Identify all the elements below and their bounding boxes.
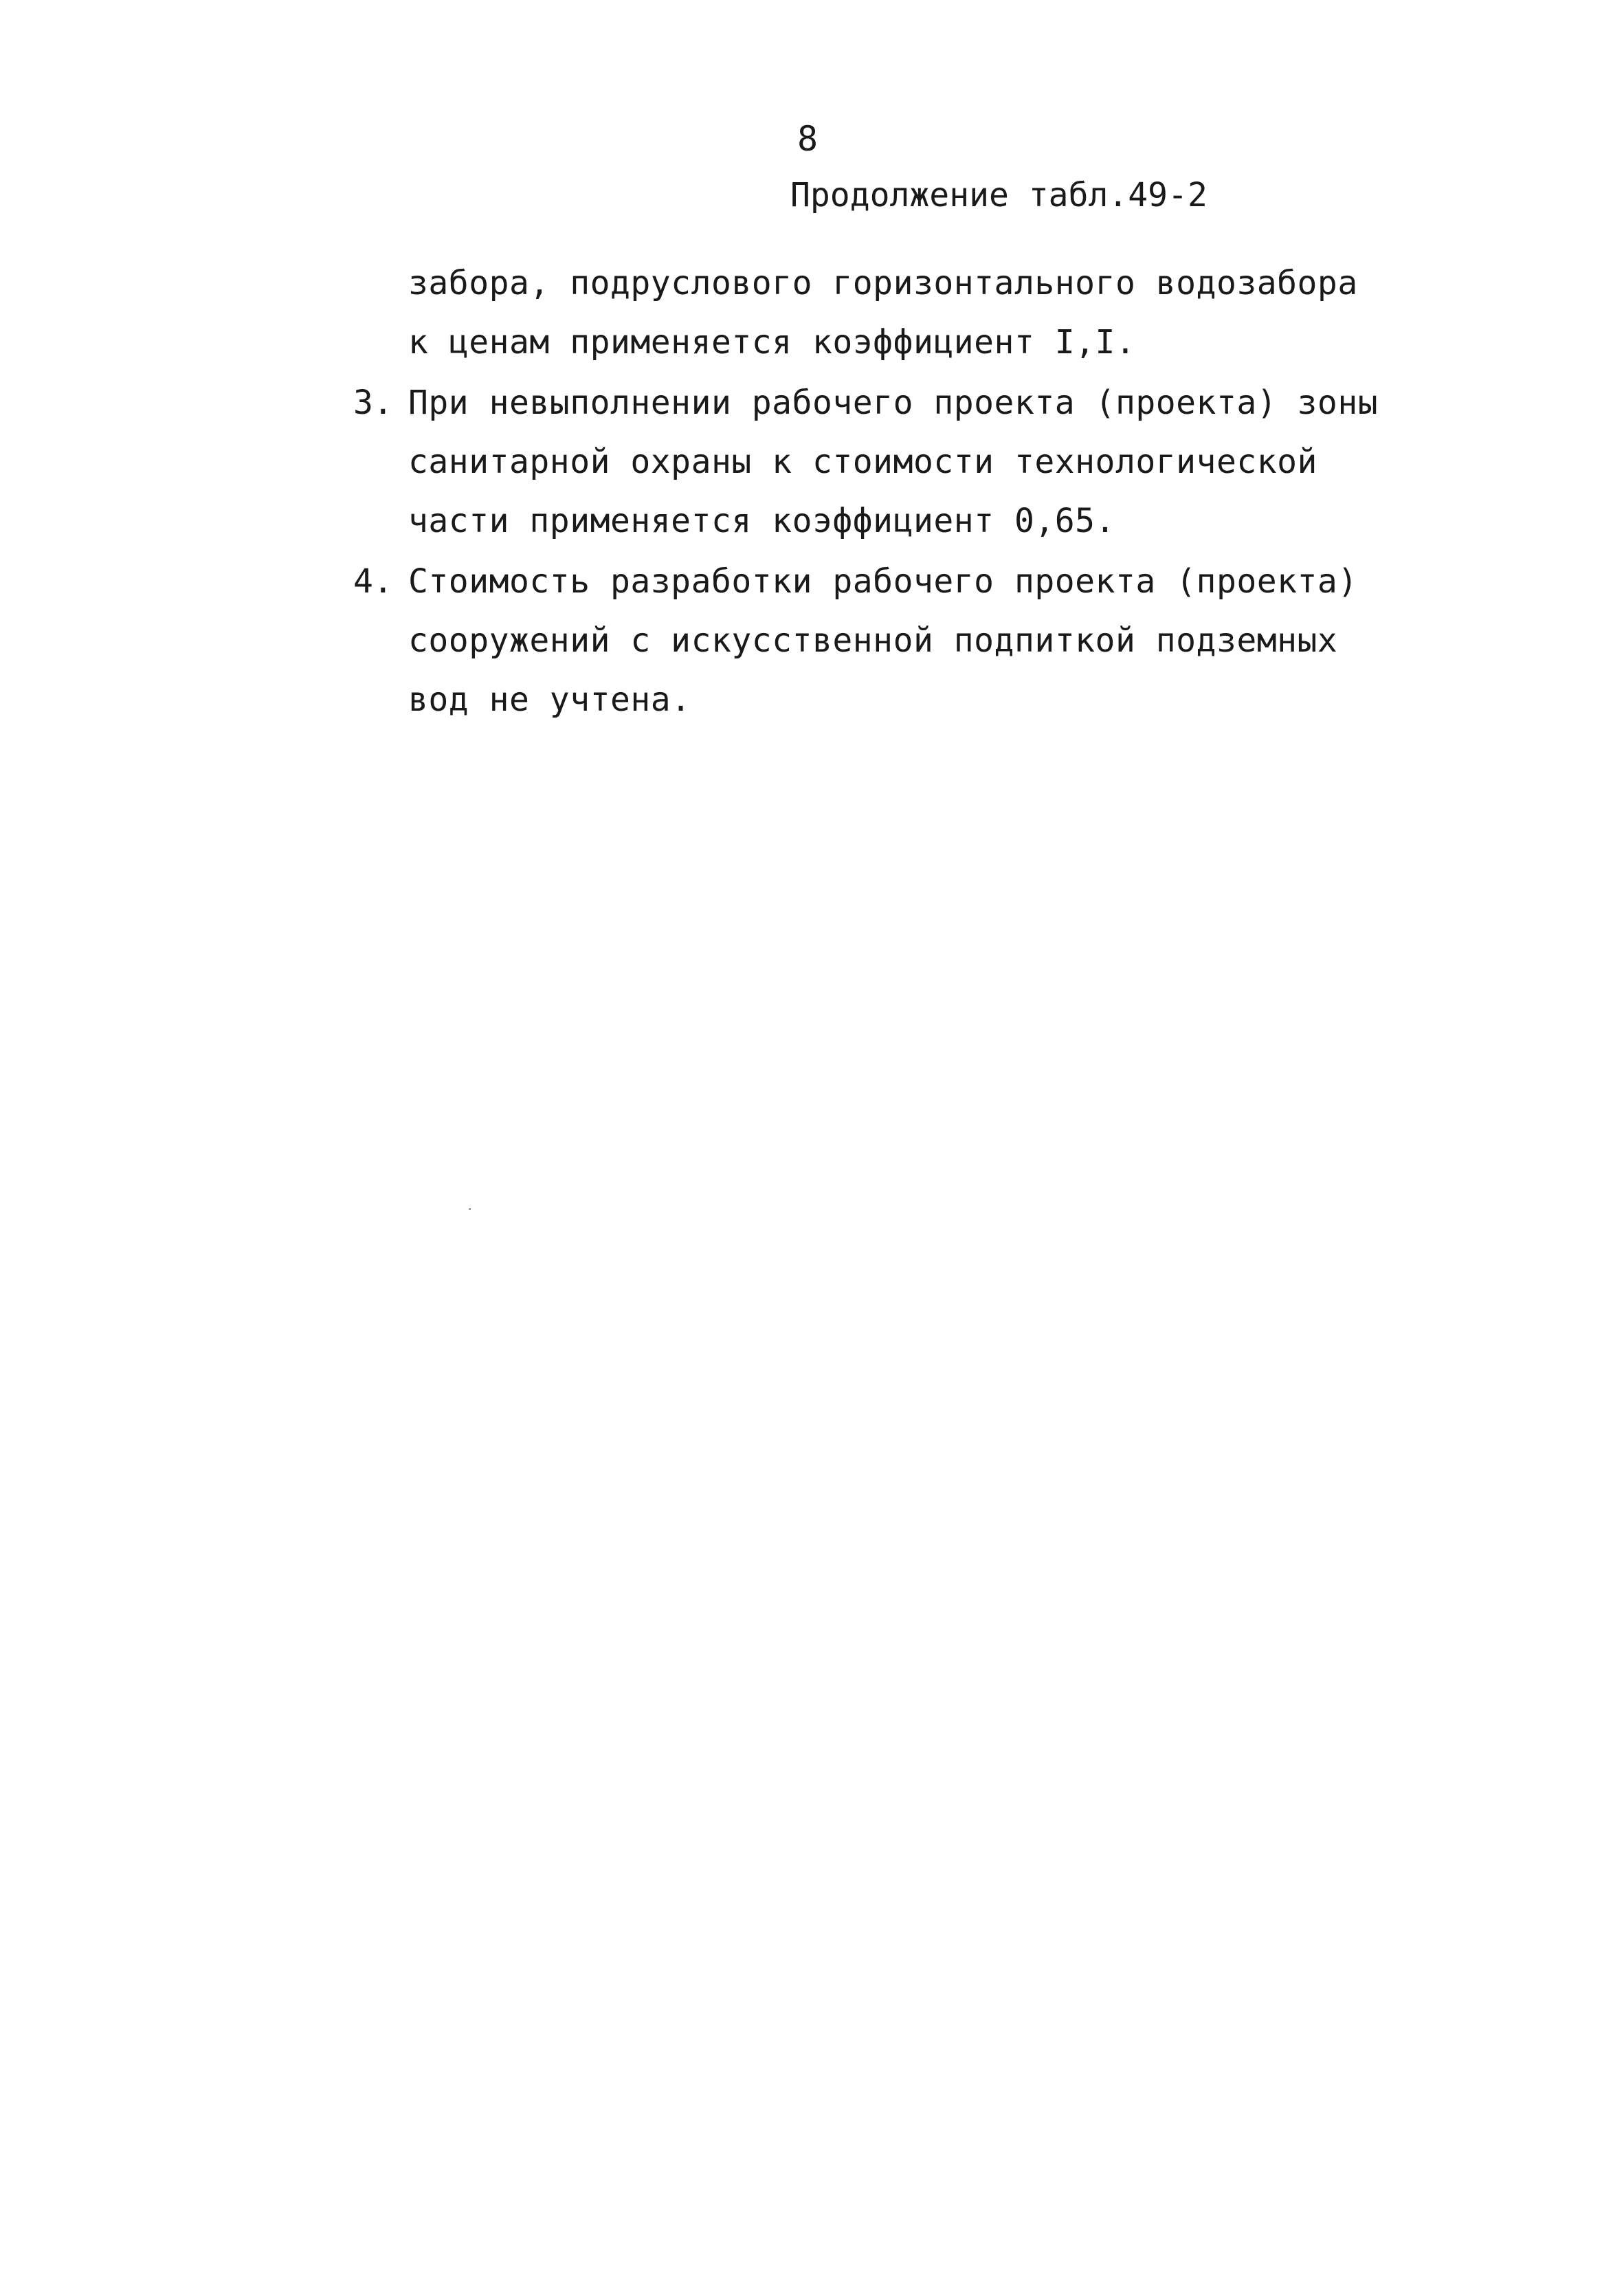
note-line: части применяется коэффициент 0,65. [408,502,1115,540]
table-continuation-heading: Продолжение табл.49-2 [790,176,1208,214]
scan-speck [469,1208,471,1210]
note-line: вод не учтена. [408,680,691,719]
note-line: санитарной охраны к стоимости технологической [408,443,1317,481]
note-continued-line: забора, подруслового горизонтального водозабора [408,264,1358,302]
page-number: 8 [797,119,819,159]
note-line: При невыполнении рабочего проекта (проекта) зоны [408,384,1379,422]
note-line: сооружений с искусственной подпиткой подземных [408,621,1338,660]
note-number: 4. [353,562,393,601]
note-line: Стоимость разработки рабочего проекта (проекта) [408,562,1358,601]
note-number: 3. [353,384,393,422]
note-continued-line: к ценам применяется коэффициент I,I. [408,323,1136,362]
